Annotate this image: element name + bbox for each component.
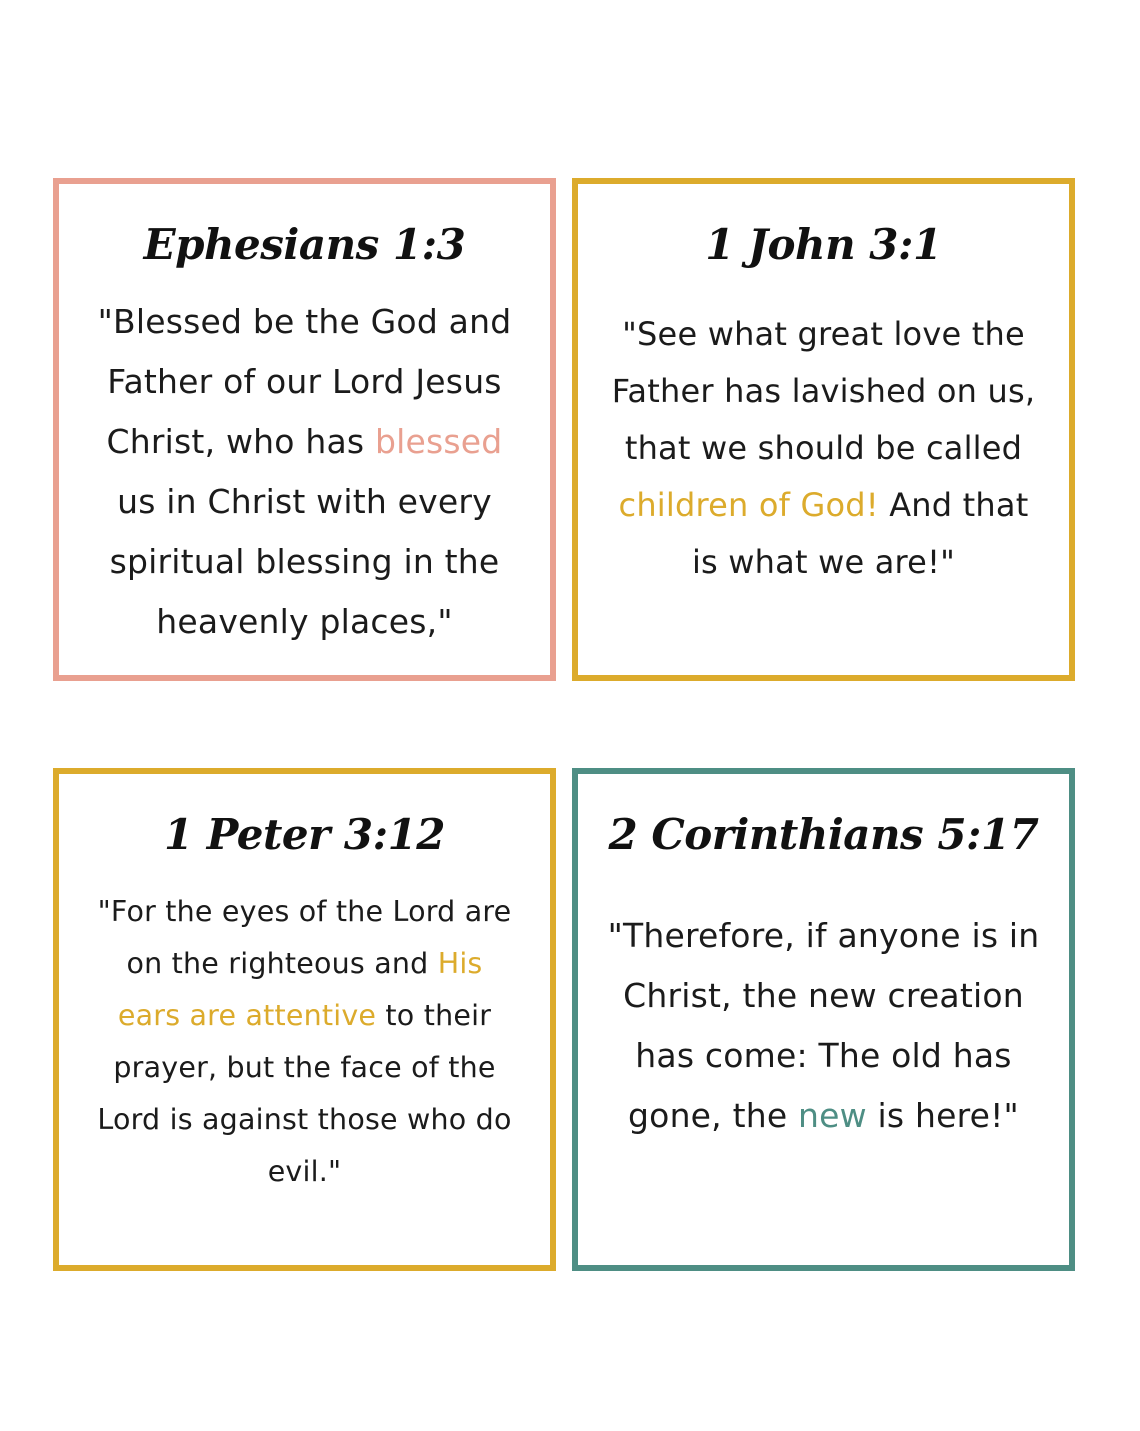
- verse-text: [582, 906, 1065, 1146]
- verse-line: [63, 592, 546, 652]
- verse-segment: is what we are!": [691, 543, 956, 581]
- verse-segment: Christ, who has: [106, 422, 375, 461]
- verse-segment: "For the eyes of the Lord are: [97, 895, 512, 928]
- verse-line: [582, 1086, 1065, 1146]
- verse-line: [582, 534, 1065, 591]
- verse-line: [63, 412, 546, 472]
- verse-reference: Ephesians 1:3: [143, 220, 466, 269]
- verse-line: [582, 363, 1065, 420]
- verse-card-1-peter: [53, 768, 556, 1271]
- verse-segment: Father of our Lord Jesus: [107, 362, 502, 401]
- verse-highlight: children of God!: [618, 486, 879, 524]
- verse-line: [582, 420, 1065, 477]
- verse-reference: 2 Corinthians 5:17: [608, 810, 1039, 859]
- verse-segment: heavenly places,": [156, 602, 453, 641]
- verse-line: [63, 532, 546, 592]
- verse-segment: that we should be called: [624, 429, 1023, 467]
- verse-segment: "See what great love the: [622, 315, 1025, 353]
- verse-segment: evil.": [267, 1155, 342, 1188]
- verse-line: [582, 306, 1065, 363]
- verse-line: [582, 477, 1065, 534]
- verse-segment: has come: The old has: [635, 1036, 1012, 1075]
- verse-highlight: His: [437, 947, 483, 980]
- verse-segment: Lord is against those who do: [97, 1103, 512, 1136]
- verse-text: [63, 292, 546, 652]
- verse-segment: us in Christ with every: [117, 482, 492, 521]
- verse-reference: 1 Peter 3:12: [163, 810, 446, 859]
- verse-line: [582, 966, 1065, 1026]
- verse-line: [582, 906, 1065, 966]
- verse-highlight: ears are attentive: [117, 999, 377, 1032]
- verse-line: [63, 938, 546, 990]
- verse-segment: "Blessed be the God and: [97, 302, 512, 341]
- verse-segment: Father has lavished on us,: [611, 372, 1036, 410]
- verse-line: [63, 352, 546, 412]
- verse-segment: Christ, the new creation: [623, 976, 1024, 1015]
- verse-segment: on the righteous and: [126, 947, 438, 980]
- verse-line: [63, 1094, 546, 1146]
- verse-segment: spiritual blessing in the: [109, 542, 500, 581]
- verse-segment: prayer, but the face of the: [113, 1051, 496, 1084]
- verse-line: [63, 292, 546, 352]
- verse-highlight: new: [798, 1096, 867, 1135]
- verse-segment: "Therefore, if anyone is in: [607, 916, 1040, 955]
- verse-segment: And that: [878, 486, 1029, 524]
- verse-highlight: blessed: [374, 422, 503, 461]
- verse-reference: 1 John 3:1: [705, 220, 942, 269]
- verse-line: [63, 1146, 546, 1198]
- verse-card-1-john: [572, 178, 1075, 681]
- verse-segment: gone, the: [628, 1096, 799, 1135]
- verse-line: [582, 1026, 1065, 1086]
- verse-text: [582, 306, 1065, 591]
- verse-segment: is here!": [866, 1096, 1019, 1135]
- verse-card-ephesians: [53, 178, 556, 681]
- verse-text: [63, 886, 546, 1198]
- verse-line: [63, 990, 546, 1042]
- verse-line: [63, 1042, 546, 1094]
- verse-segment: to their: [376, 999, 492, 1032]
- verse-card-2-corinthians: [572, 768, 1075, 1271]
- verse-line: [63, 886, 546, 938]
- verse-line: [63, 472, 546, 532]
